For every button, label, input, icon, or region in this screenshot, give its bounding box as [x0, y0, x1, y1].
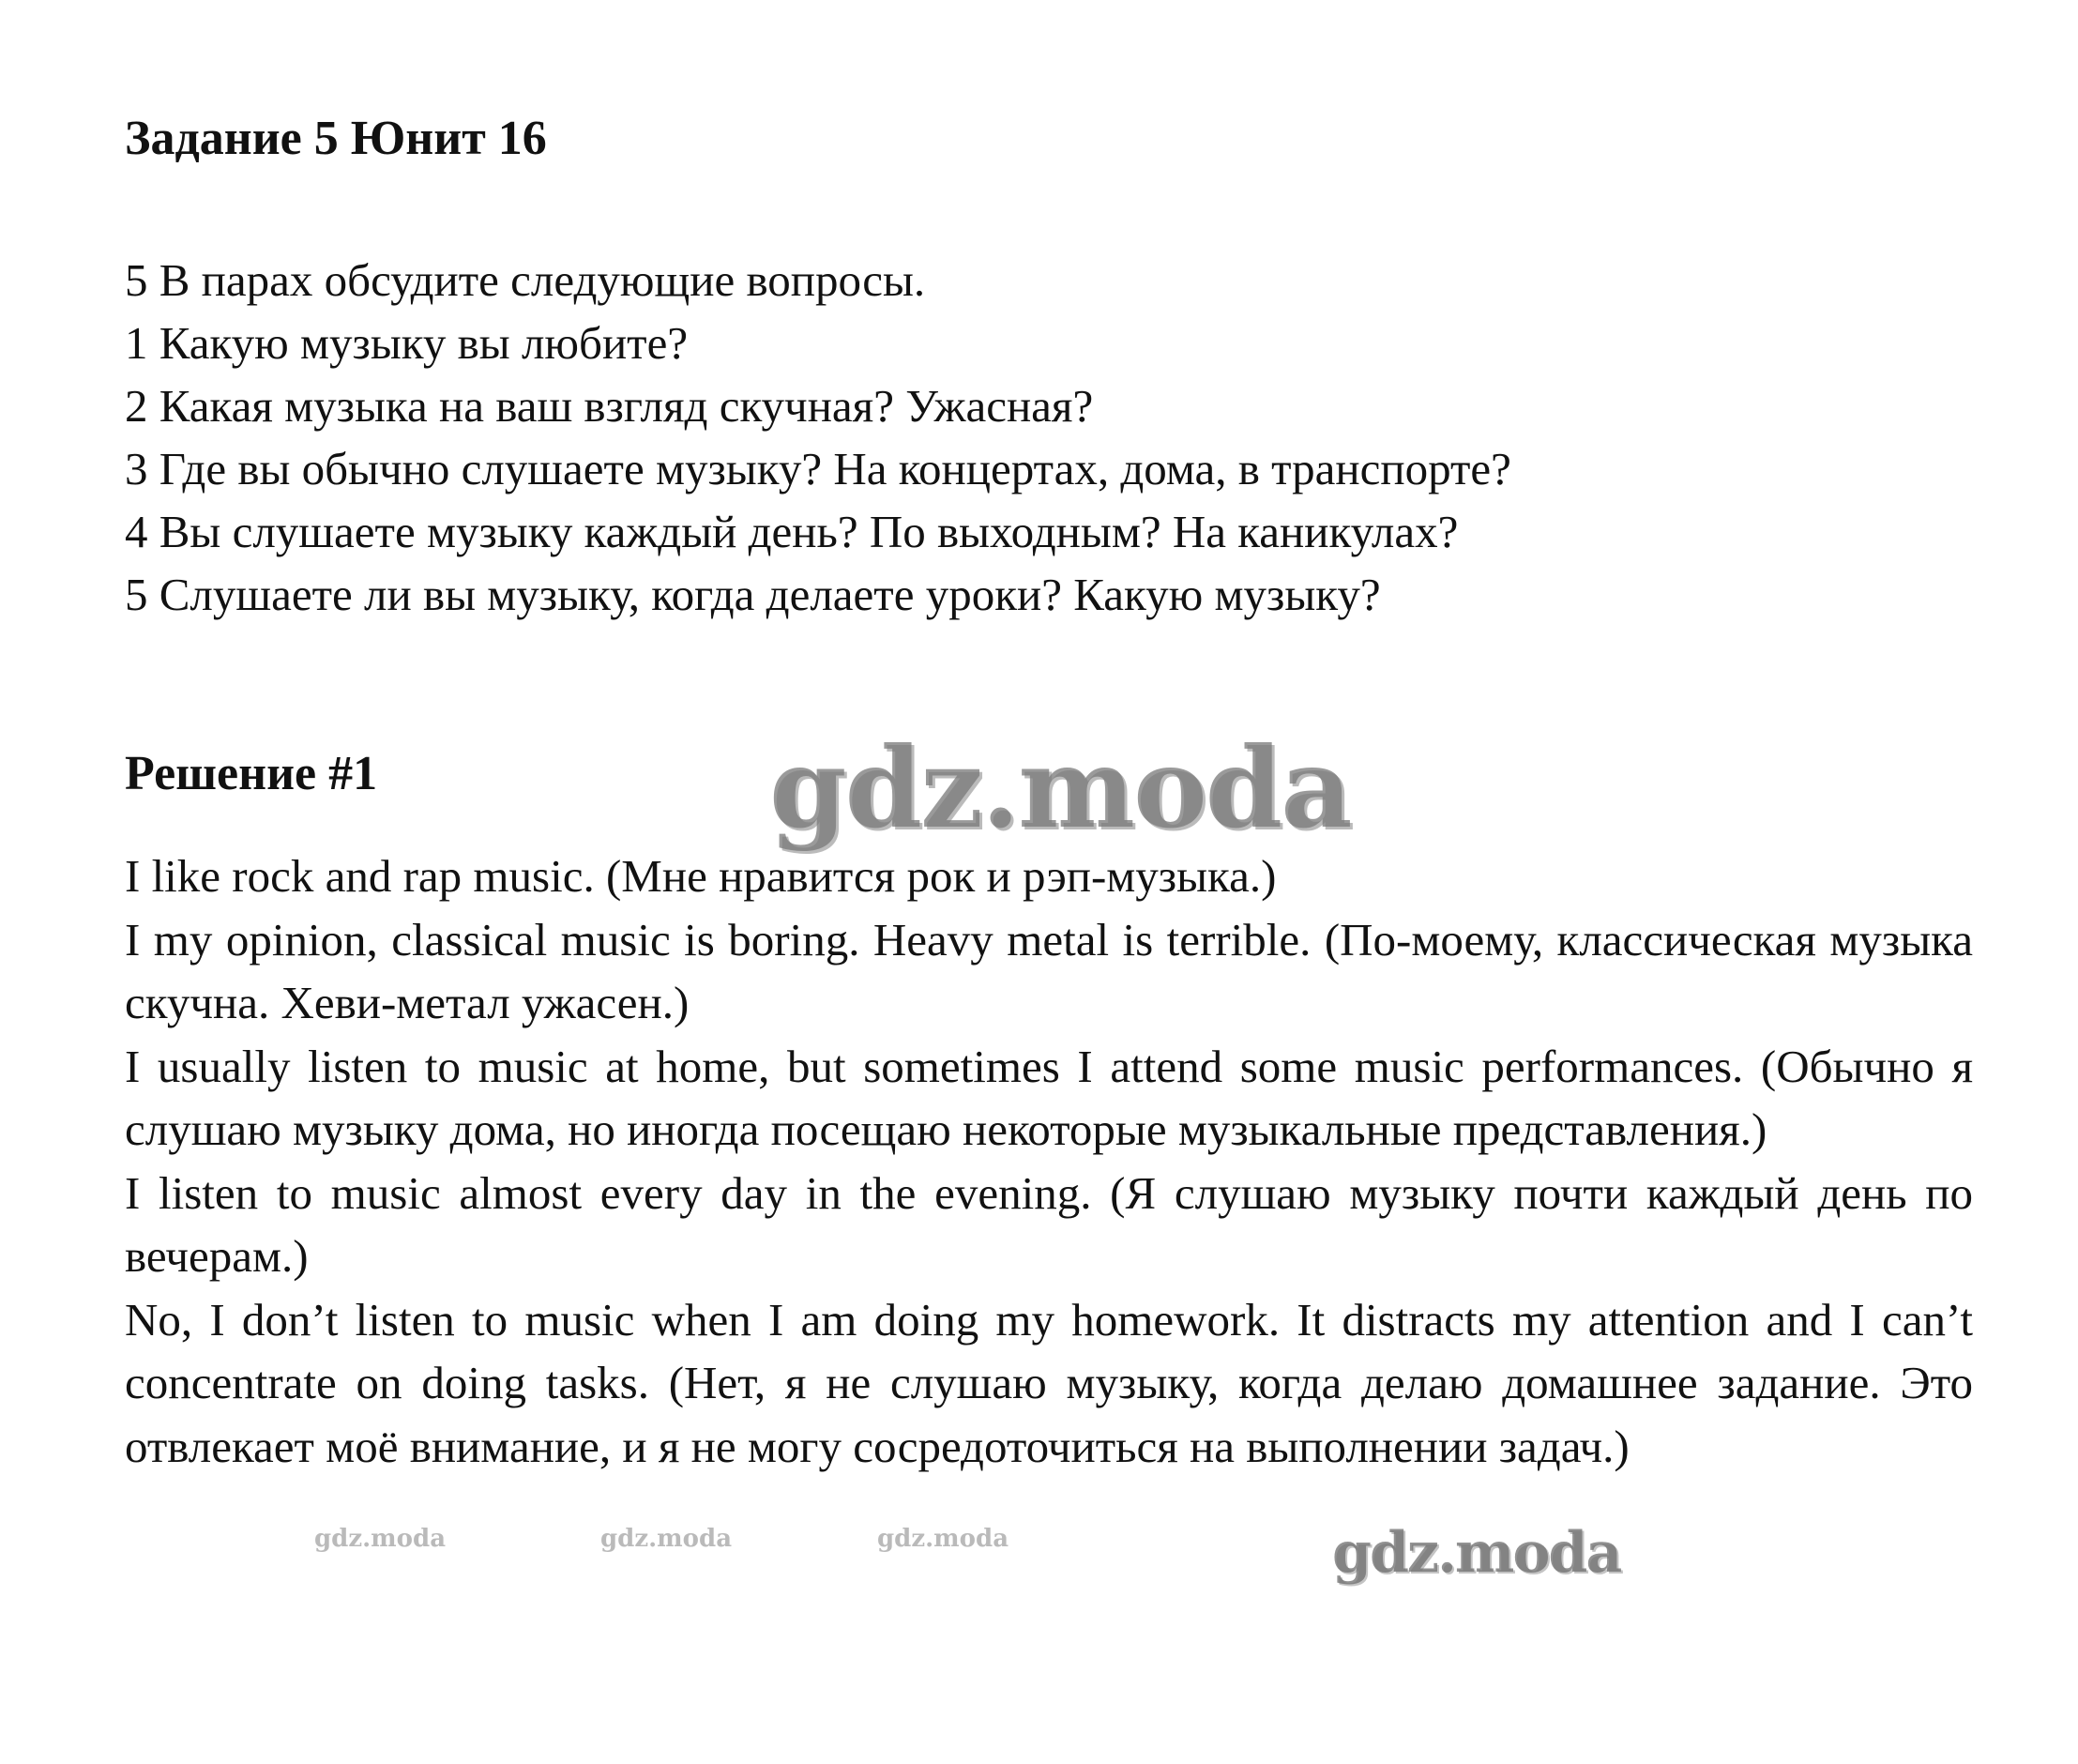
- question-item: 1 Какую музыку вы любите?: [125, 317, 689, 369]
- watermark-small: gdz.moda: [314, 1525, 447, 1553]
- watermark-small: gdz.moda: [877, 1525, 1009, 1553]
- watermark-right: gdz.moda: [1332, 1520, 1621, 1586]
- question-item: 3 Где вы обычно слушаете музыку? На концертах, дома, в транспорте?: [125, 443, 1511, 494]
- answer-paragraph: I like rock and rap music. (Мне нравится рок и рэп-музыка.): [125, 850, 1277, 902]
- answer-paragraph: I my opinion, classical music is boring. Heavy metal is terrible. (По-моему, классическая музыка скучна. Хеви-метал ужасен.): [125, 913, 1973, 1028]
- watermark-large: gdz.moda: [769, 722, 1351, 853]
- answers-list: [125, 844, 1973, 1478]
- task-title: Задание 5 Юнит 16: [125, 112, 547, 165]
- question-item: 4 Вы слушаете музыку каждый день? По выходным? На каникулах?: [125, 506, 1459, 557]
- answer-paragraph: No, I don’t listen to music when I am doing my homework. It distracts my attention and I can’t concentrate on doing tasks. (Нет, я не слушаю музыку, когда делаю домашнее задание. Это отвлекает моё внимание, и я не могу сосредоточиться на выполнении задач.): [125, 1293, 1973, 1472]
- watermark-small: gdz.moda: [600, 1525, 733, 1553]
- questions-list: [125, 249, 1964, 626]
- question-item: 2 Какая музыка на ваш взгляд скучная? Ужасная?: [125, 380, 1094, 432]
- answer-paragraph: I listen to music almost every day in the evening. (Я слушаю музыку почти каждый день по вечерам.): [125, 1166, 1973, 1282]
- answer-paragraph: I usually listen to music at home, but sometimes I attend some music performances. (Обычно я слушаю музыку дома, но иногда посещаю некоторые музыкальные представления.): [125, 1040, 1973, 1155]
- question-item: 5 Слушаете ли вы музыку, когда делаете уроки? Какую музыку?: [125, 569, 1381, 620]
- solution-title: Решение #1: [125, 747, 378, 800]
- question-intro: 5 В парах обсудите следующие вопросы.: [125, 254, 926, 306]
